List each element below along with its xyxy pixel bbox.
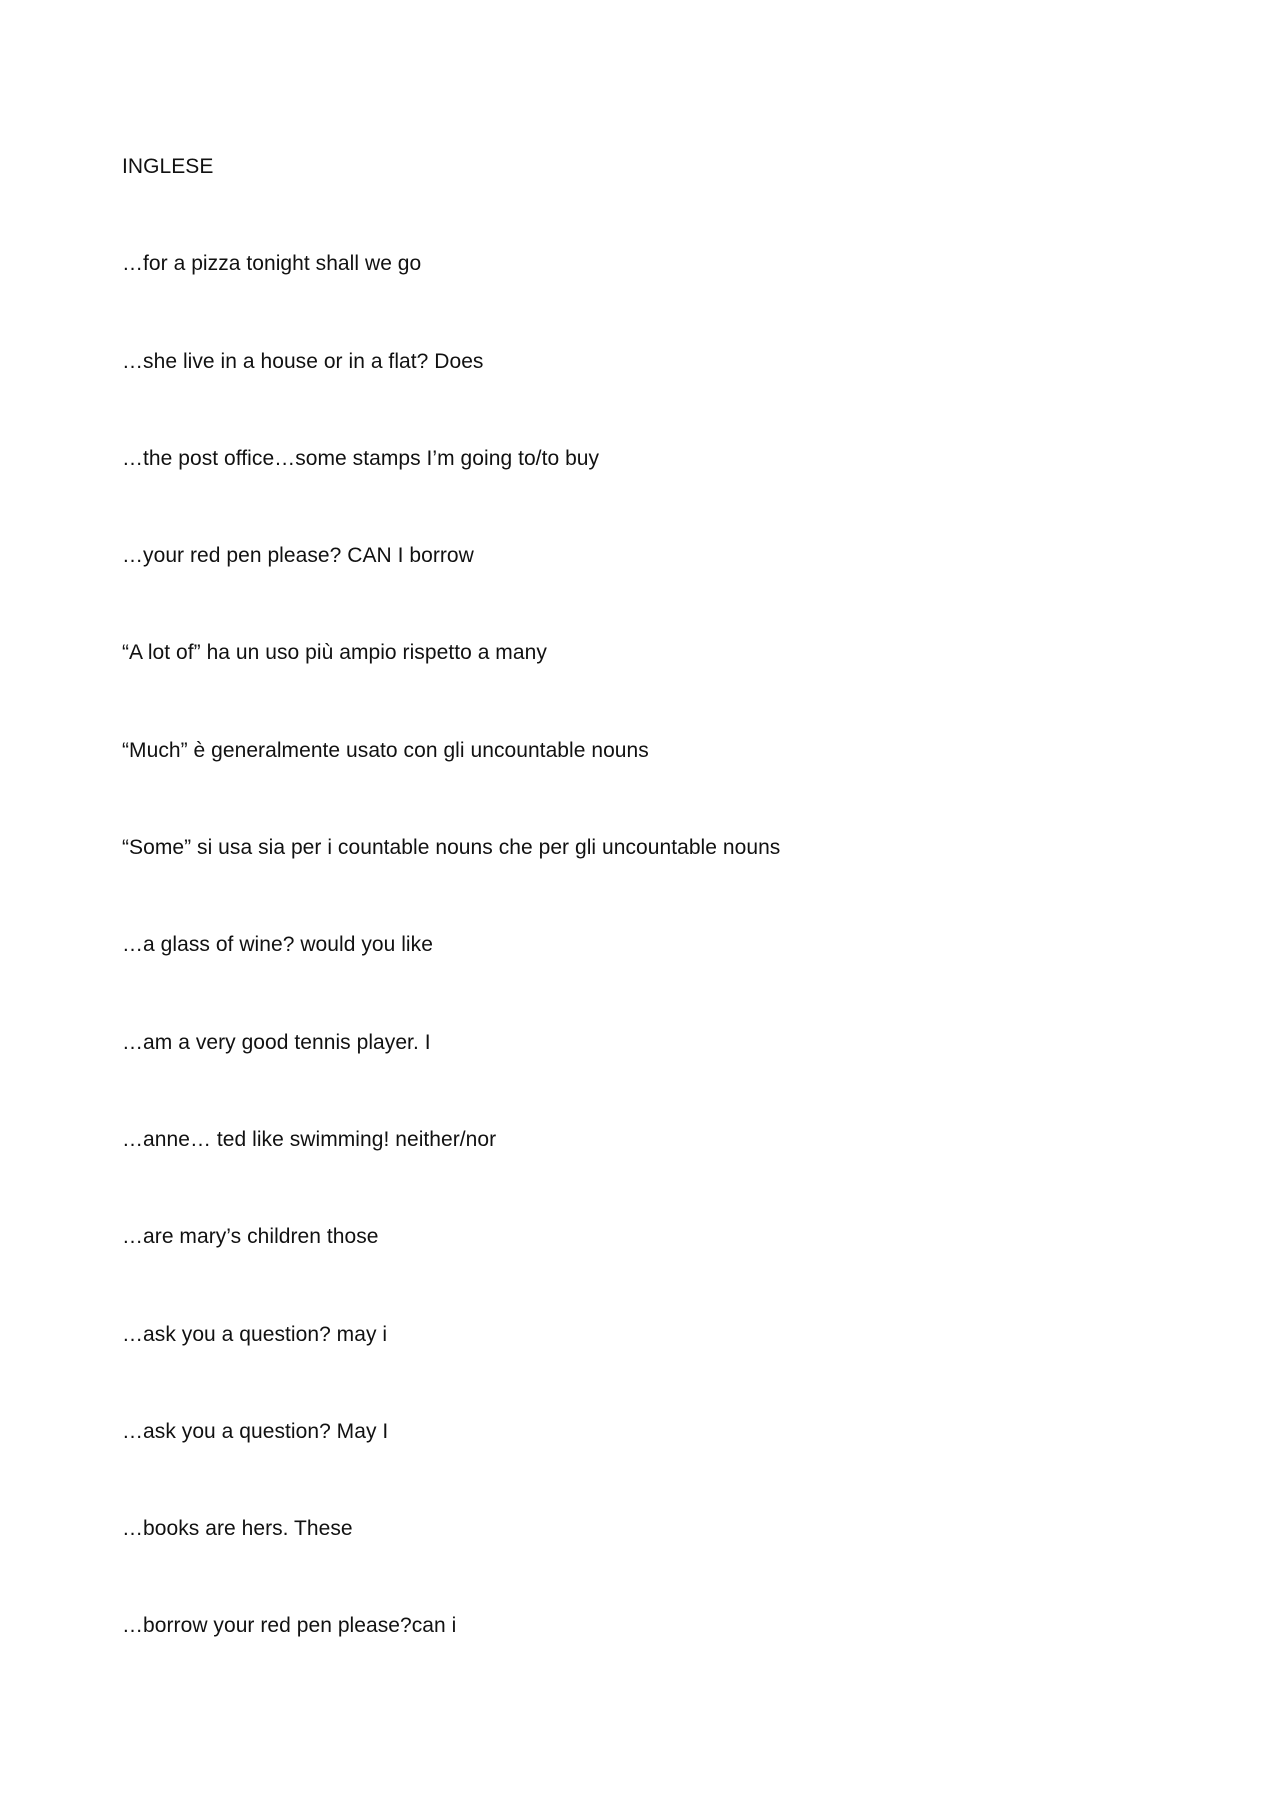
document-line: …anne… ted like swimming! neither/nor [122, 1127, 497, 1151]
document-line: …the post office…some stamps I’m going to/to buy [122, 446, 600, 470]
document-line: …a glass of wine? would you like [122, 933, 433, 957]
document-title: INGLESE [122, 155, 214, 178]
document-line: …ask you a question? May I [122, 1419, 389, 1443]
document-line: …for a pizza tonight shall we go [122, 252, 422, 276]
document-line: …are mary’s children those [122, 1225, 379, 1249]
document-line: “Much” è generalmente usato con gli uncountable nouns [122, 738, 649, 762]
document-line: …your red pen please? CAN I borrow [122, 544, 474, 568]
document-line: …borrow your red pen please?can i [122, 1614, 457, 1638]
document-line: “A lot of” ha un uso più ampio rispetto a many [122, 641, 547, 665]
document-body [122, 152, 1162, 1709]
document-line: …books are hers. These [122, 1517, 353, 1541]
document-line: …ask you a question? may i [122, 1322, 388, 1346]
document-line: …she live in a house or in a flat? Does [122, 349, 484, 373]
document-line: “Some” si usa sia per i countable nouns che per gli uncountable nouns [122, 836, 781, 860]
document-line: …am a very good tennis player. I [122, 1030, 431, 1054]
